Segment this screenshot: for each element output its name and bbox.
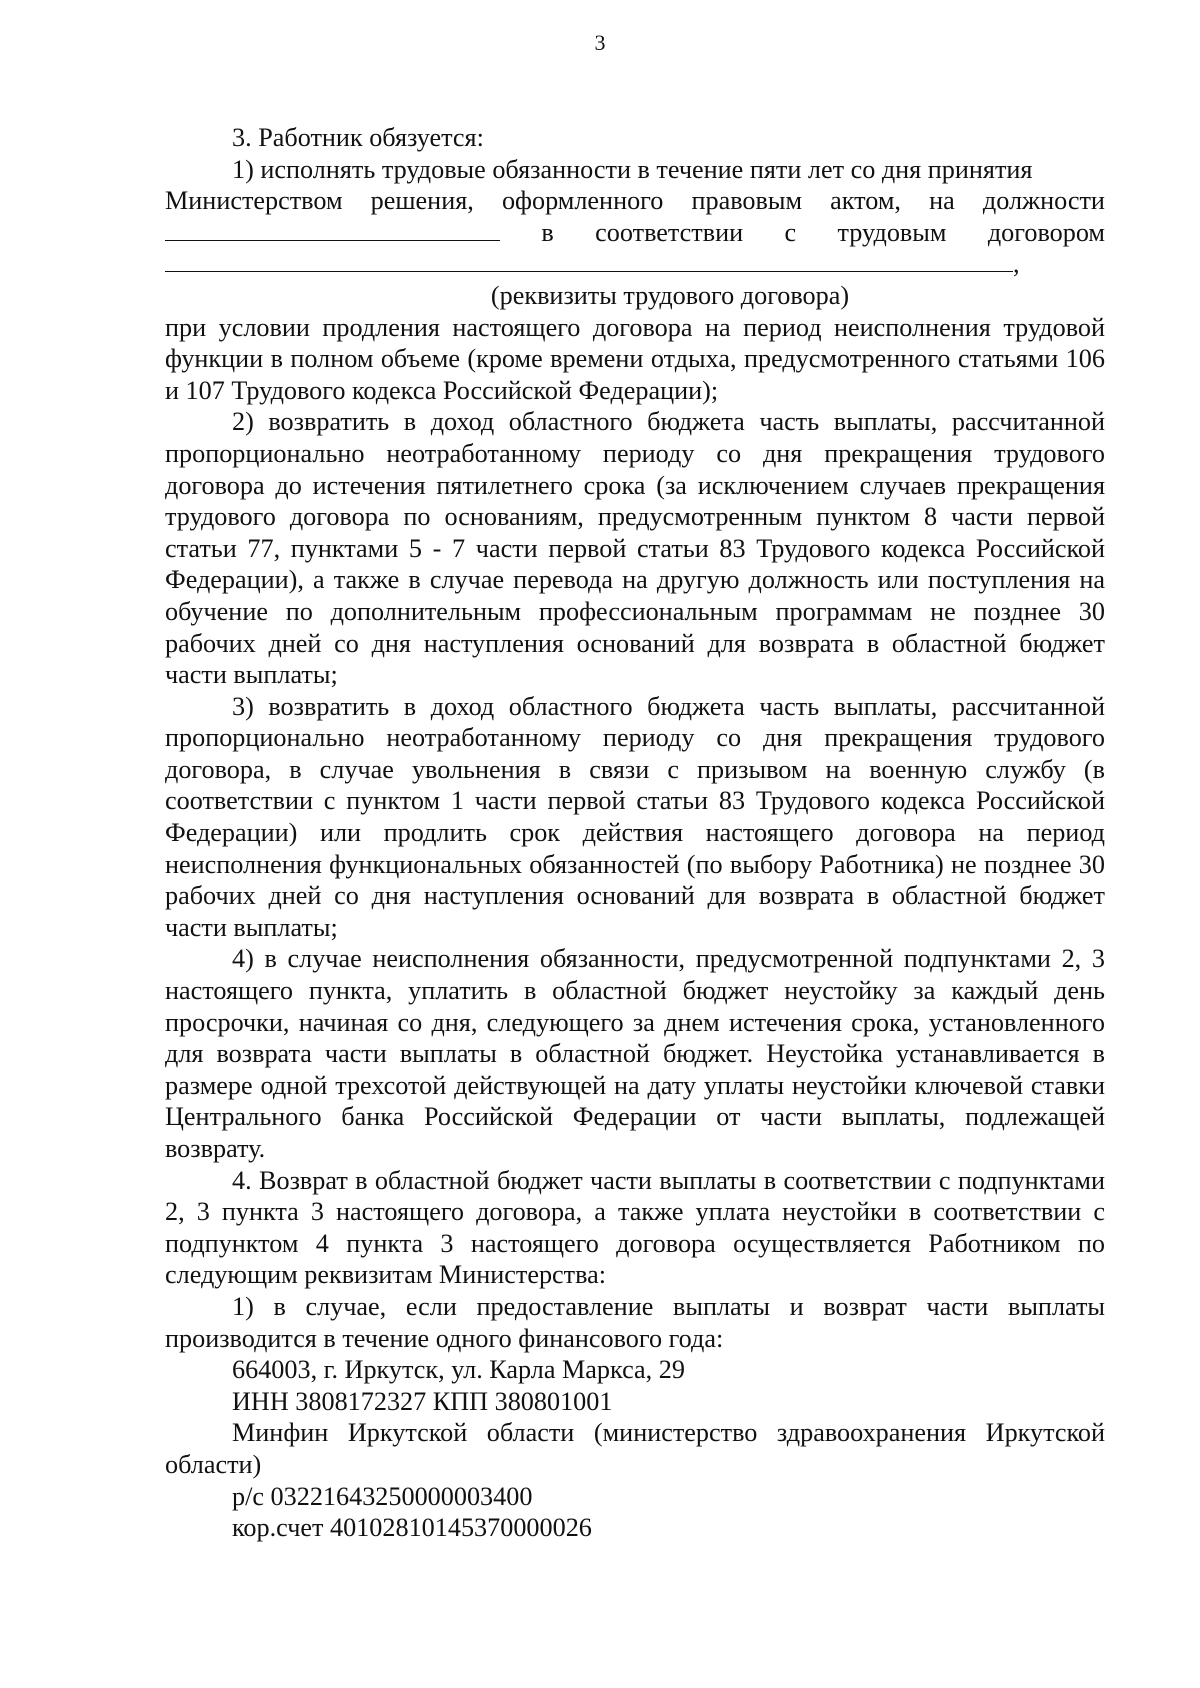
- word: актом,: [830, 186, 901, 216]
- word: оформленного: [501, 186, 664, 216]
- item-1-line-2: [165, 185, 1105, 217]
- document-body: [165, 122, 1105, 1544]
- section-3-heading: 3. Работник обязуется:: [232, 123, 484, 152]
- word: на: [929, 186, 955, 216]
- address: 664003, г. Иркутск, ул. Карла Маркса, 29: [232, 1355, 685, 1385]
- correspondent-account: кор.счет 40102810145370000026: [232, 1513, 592, 1543]
- comma: ,: [1013, 249, 1020, 279]
- page-number: 3: [594, 30, 606, 55]
- word: соответствии: [595, 217, 744, 247]
- blank-caption: (реквизиты трудового договора): [490, 280, 850, 310]
- item-2: 2) возвратить в доход областного бюджета часть выплаты, рассчитанной пропорционально неотработанному периоду со дня прекращения трудового договора до истечения пятилетнего срока (за исключением случаев прекращения трудового договора по основаниям, предусмотренным пунктом 8 части первой статьи 77, пунктами 5 - 7 части первой статьи 83 Трудового кодекса Российской Федерации), а также в случае перевода на другую должность или поступления на обучение по дополнительным профессиональным программам не позднее 30 рабочих дней со дня наступления оснований для возврата в областной бюджет части выплаты;: [165, 407, 1105, 690]
- word: в: [541, 217, 554, 247]
- inn-kpp: ИНН 3808172327 КПП 380801001: [232, 1386, 613, 1416]
- word: должности: [982, 186, 1105, 216]
- recipient: Минфин Иркутской области (министерство здравоохранения Иркутской области): [165, 1418, 1105, 1479]
- item-3: 3) возвратить в доход областного бюджета часть выплаты, рассчитанной пропорционально неотработанному периоду со дня прекращения трудового договора, в случае увольнения в связи с призывом на военную службу (в соответствии с пунктом 1 части первой статьи 83 Трудового кодекса Российской Федерации) или продлить срок действия настоящего договора на период неисполнения функциональных обязанностей (по выбору Работника) не позднее 30 рабочих дней со дня наступления оснований для возврата в областной бюджет части выплаты;: [165, 691, 1105, 942]
- section-4-item-1: 1) в случае, если предоставление выплаты и возврат части выплаты производится в течение одного финансового года:: [165, 1291, 1105, 1353]
- item-1-line-3: [165, 217, 1105, 249]
- word: правовым: [691, 186, 803, 216]
- item-4: 4) в случае неисполнения обязанности, предусмотренной подпунктами 2, 3 настоящего пункта, уплатить в областной бюджет неустойку за каждый день просрочки, начиная со дня, следующего за днем истечения срока, установленного для возврата части выплаты в областной бюджет. Неустойка устанавливается в размере одной трехсотой действующей на дату уплаты неустойки ключевой ставки Центрального банка Российской Федерации от части выплаты, подлежащей возврату.: [165, 944, 1105, 1163]
- word: решения,: [370, 186, 474, 216]
- word: договором: [987, 217, 1105, 247]
- account: р/с 03221643250000003400: [232, 1481, 533, 1511]
- item-1-line-1: 1) исполнять трудовые обязанности в течение пяти лет со дня принятия: [232, 154, 1033, 184]
- word: Министерством: [165, 186, 343, 216]
- item-1-line-4: [165, 248, 1105, 280]
- word: с: [784, 217, 797, 247]
- section-4: 4. Возврат в областной бюджет части выплаты в соответствии с подпунктами 2, 3 пункта 3 настоящего договора, а также уплата неустойки в соответствии с подпунктом 4 пункта 3 настоящего договора осуществляется Работником по следующим реквизитам Министерства:: [165, 1165, 1105, 1290]
- word: трудовым: [837, 217, 947, 247]
- position-blank-line: [165, 218, 500, 241]
- item-1-continuation: при условии продления настоящего договора на период неисполнения трудовой функции в полном объеме (кроме времени отдыха, предусмотренного статьями 106 и 107 Трудового кодекса Российской Федерации);: [165, 312, 1105, 405]
- contract-details-blank-line: [165, 249, 1013, 272]
